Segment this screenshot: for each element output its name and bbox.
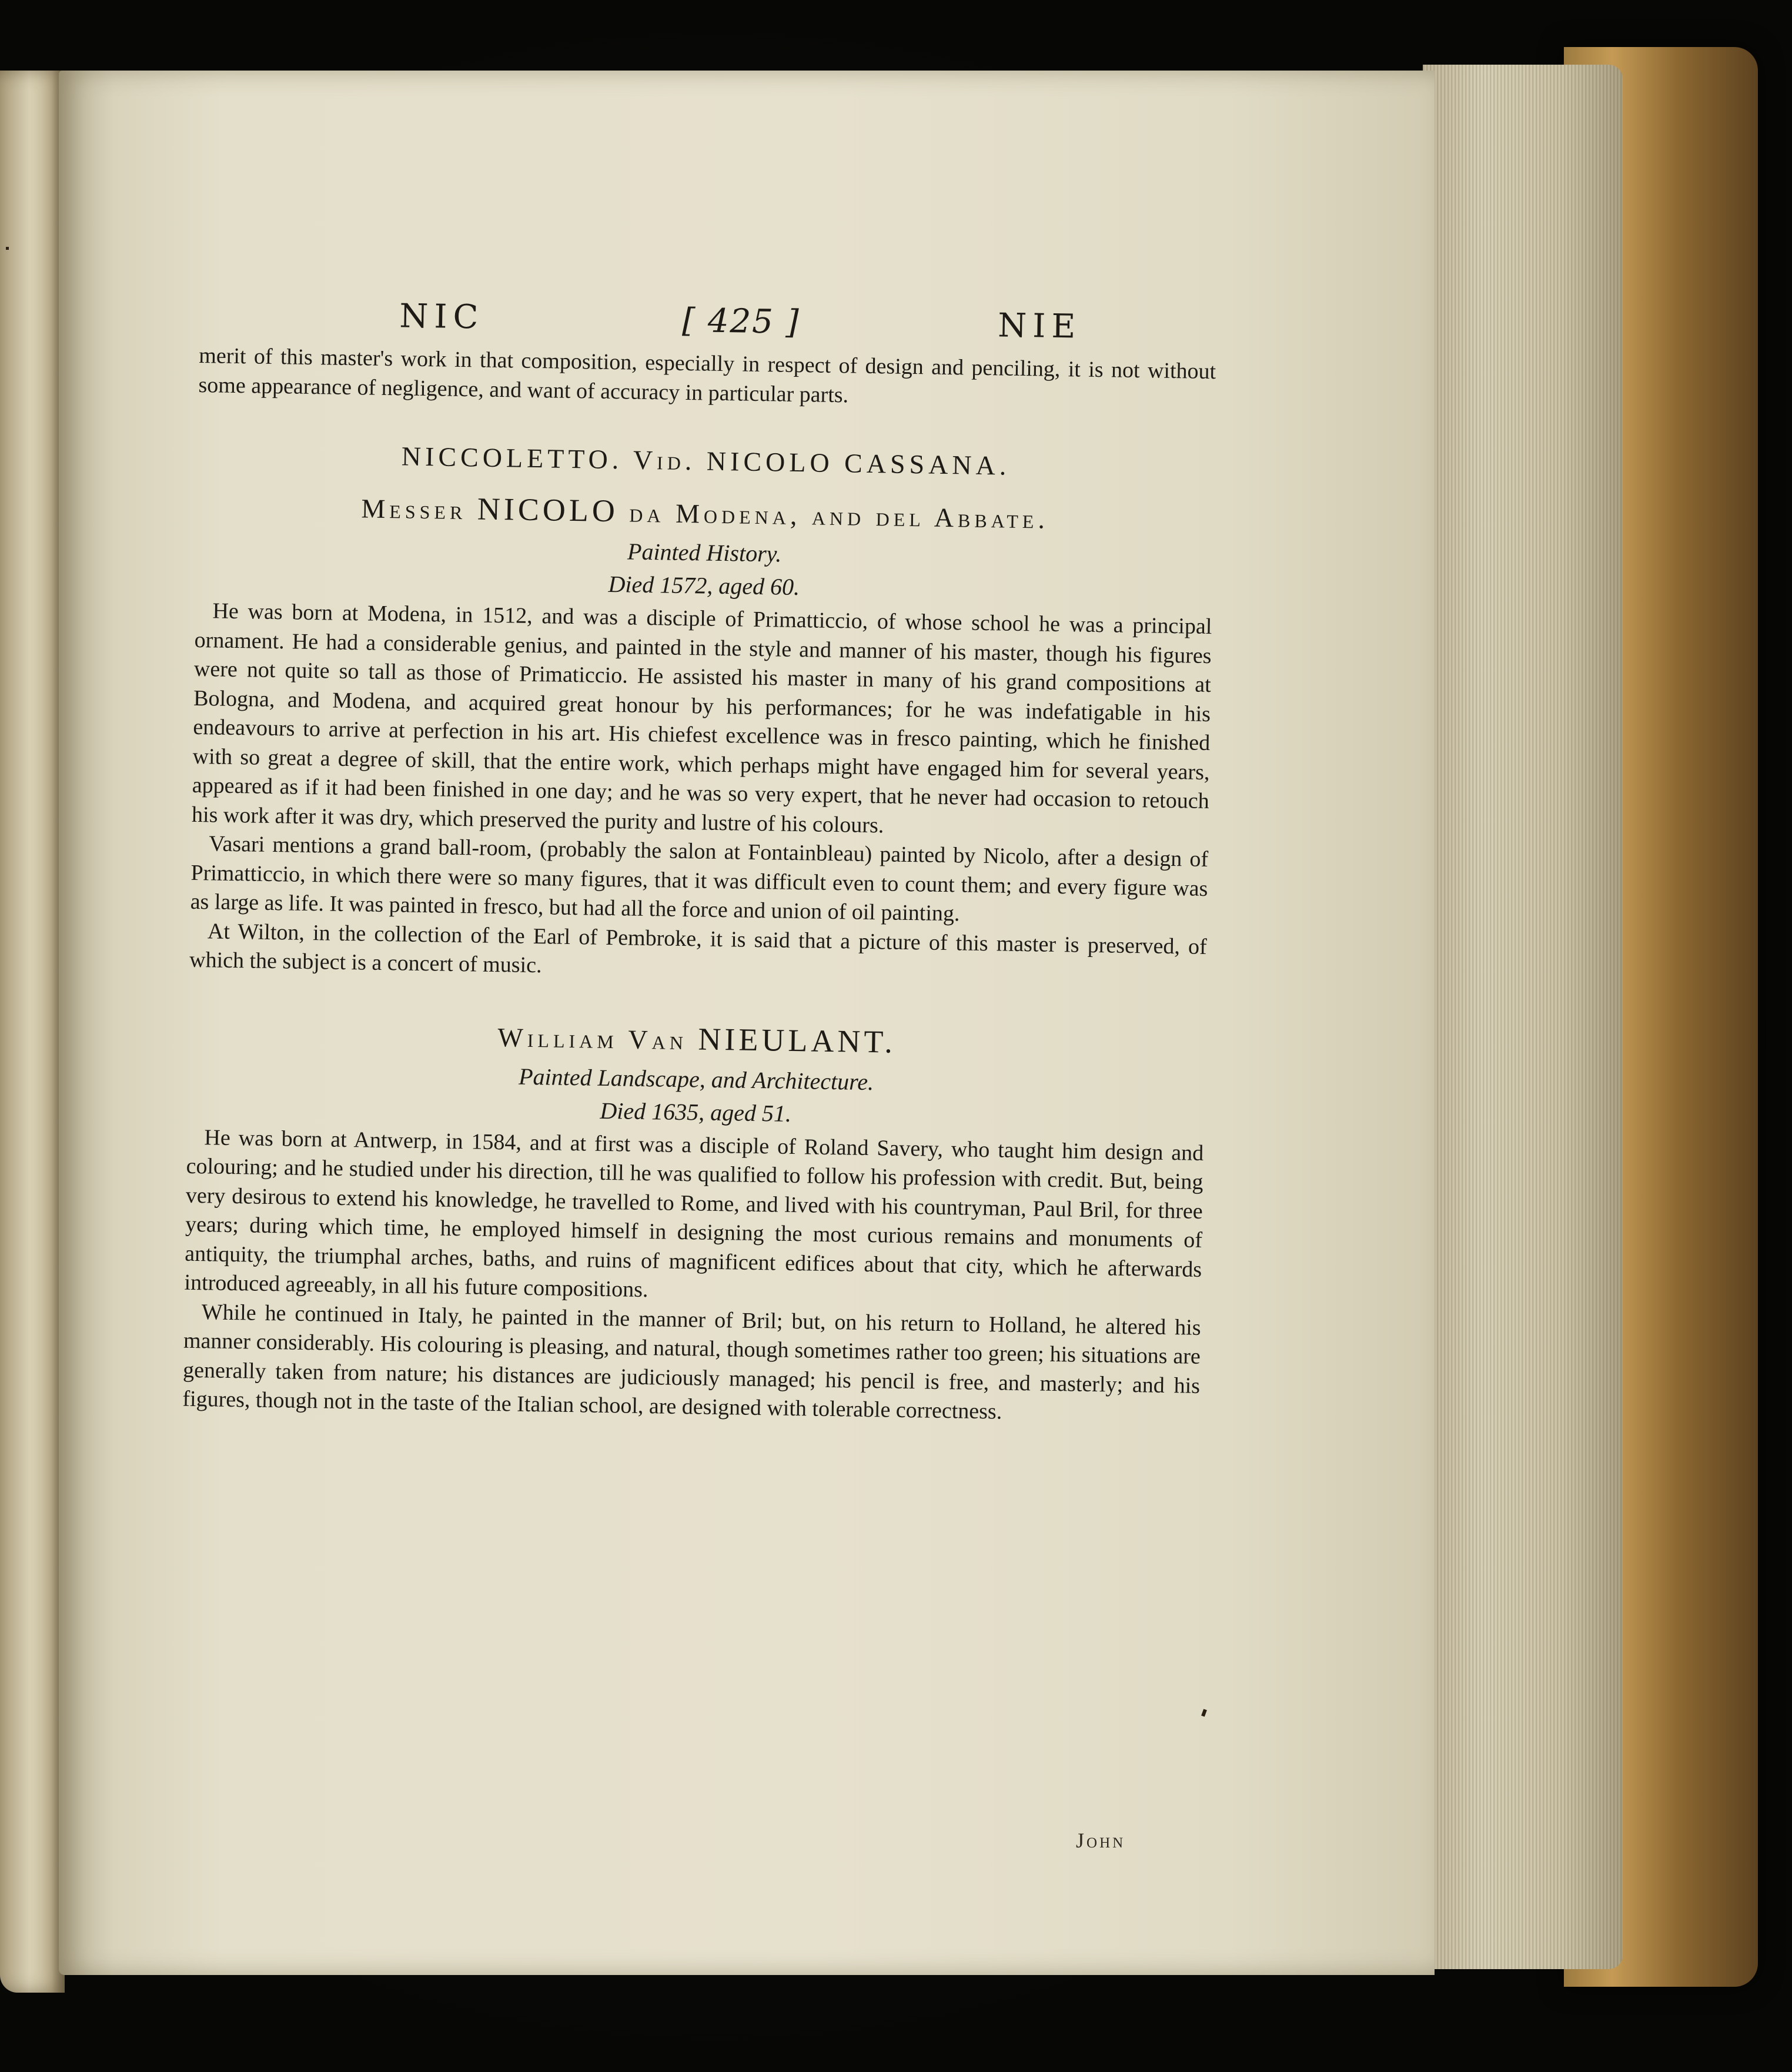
- nicolo-paragraph-2: Vasari mentions a grand ball-room, (probably the salon at Fontainbleau) painted by Nicolo, after a design of Primatticcio, in which there were so many figures, that it was difficult even to count them; and every figure was as large as life. It was painted in fresco, but had all the force and union of oil painting.: [190, 831, 1209, 926]
- nieulant-paragraph-1: He was born at Antwerp, in 1584, and at first was a disciple of Roland Savery, who taught him design and colouring; and he studied under his direction, till he was qualified to follow his profession with credit. But, being very desirous to extend his knowledge, he travelled to Rome, and lived with his countryman, Paul Bril, for three years; during which time, he employed himself in designing the most curious remains and monuments of antiquity, the triumphal arches, baths, and ruins of magnificent edifices about that city, which he afterwards introduced agreeably, in all his future compositions.: [184, 1124, 1204, 1303]
- heading-prefix: William Van: [497, 1022, 688, 1055]
- entry-heading-niccoletto: NICCOLETTO. Vid. NICOLO CASSANA.: [401, 441, 1011, 481]
- book-page: [59, 71, 1435, 1975]
- page-number: [ 425 ]: [681, 301, 800, 342]
- running-head-right: NIE: [997, 306, 1082, 346]
- page-text-block: [182, 294, 1217, 1430]
- page-fore-edge: [1423, 65, 1623, 1969]
- heading-suffix: da Modena, and del Abbate.: [628, 497, 1049, 534]
- heading-prefix: Messer: [361, 493, 467, 525]
- ink-speck: [6, 247, 9, 250]
- entry-painted-nicolo: Painted History.: [627, 538, 782, 567]
- catchword: John: [1076, 1829, 1126, 1852]
- intro-paragraph: merit of this master's work in that composition, especially in respect of design and penciling, it is not without some appearance of negligence, and want of accuracy in particular parts.: [198, 343, 1216, 407]
- running-head-left: NIC: [399, 297, 484, 337]
- entry-died-nieulant: Died 1635, aged 51.: [600, 1097, 792, 1127]
- previous-page-edge: [0, 71, 65, 1993]
- entry-painted-nieulant: Painted Landscape, and Architecture.: [518, 1063, 874, 1095]
- heading-name: NIEULANT.: [698, 1020, 897, 1060]
- nieulant-paragraph-2: While he continued in Italy, he painted in the manner of Bril; but, on his return to Holland, he altered his manner considerably. His colouring is pleasing, and natural, though sometimes rather too green; his situations are generally taken from nature; his distances are judiciously managed; his pencil is free, and masterly; and his figures, though not in the taste of the Italian school, are designed with tolerable correctness.: [182, 1299, 1201, 1424]
- nicolo-paragraph-3: At Wilton, in the collection of the Earl of Pembroke, it is said that a picture of this master is preserved, of which the subject is a concert of music.: [189, 918, 1208, 978]
- nicolo-paragraph-1: He was born at Modena, in 1512, and was a disciple of Primatticcio, of whose school he was a principal ornament. He had a considerable genius, and painted in the style and manner of his master, though his figures were not quite so tall as those of Primaticcio. He assisted his master in many of his grand compositions at Bologna, and Modena, and acquired great honour by his performances; for he was indefatigable in his endeavours to arrive at perfection in his art. His chiefest excellence was in fresco painting, which he finished with so great a degree of skill, that the entire work, which perhaps might have engaged him for several years, appeared as if it had been finished in one day; and he was so very expert, that he never had occasion to retouch his work after it was dry, which preserved the purity and lustre of his colours.: [191, 598, 1212, 838]
- heading-name: NICOLO: [477, 491, 619, 529]
- entry-died-nicolo: Died 1572, aged 60.: [608, 570, 800, 601]
- running-head: [399, 297, 1082, 346]
